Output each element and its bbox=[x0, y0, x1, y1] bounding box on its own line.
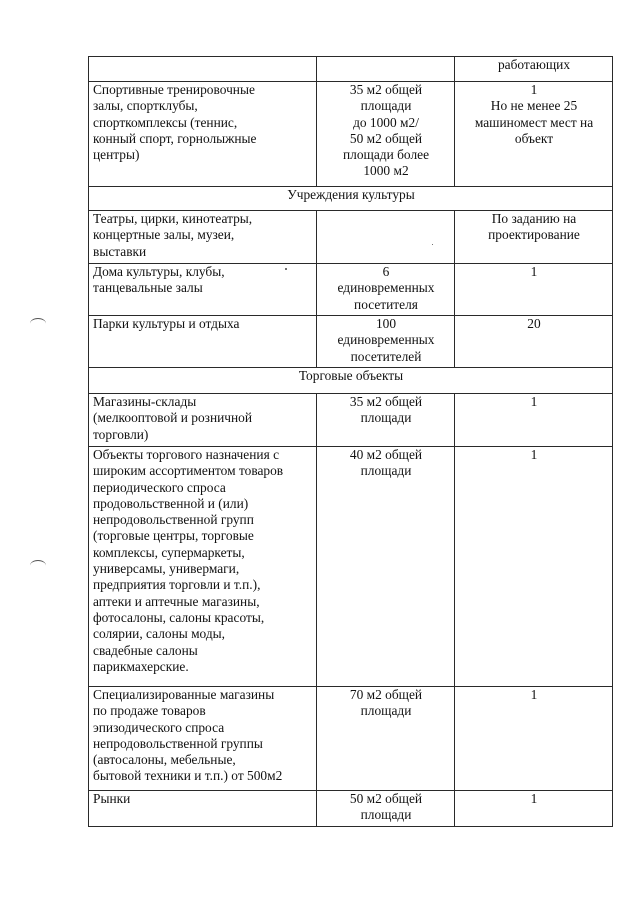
table-row bbox=[89, 687, 613, 791]
parking-norms-table bbox=[88, 56, 613, 827]
unit-cell: 40 м2 общей площади bbox=[317, 447, 455, 687]
unit-cell bbox=[317, 211, 455, 264]
table-row bbox=[89, 57, 613, 82]
spaces-cell: По заданию на проектирование bbox=[455, 211, 613, 264]
table-row bbox=[89, 316, 613, 368]
table-row bbox=[89, 394, 613, 447]
table-row bbox=[89, 791, 613, 827]
table-row bbox=[89, 211, 613, 264]
facility-cell: Парки культуры и отдыха bbox=[89, 316, 317, 368]
section-row bbox=[89, 368, 613, 394]
table-row bbox=[89, 82, 613, 187]
facility-cell: Магазины-склады (мелкооптовой и розничной торговли) bbox=[89, 394, 317, 447]
section-row bbox=[89, 187, 613, 211]
punch-hole-mark-upper bbox=[30, 318, 46, 329]
table-row bbox=[89, 264, 613, 316]
unit-cell: 70 м2 общей площади bbox=[317, 687, 455, 791]
facility-cell: Объекты торгового назначения с широким ассортиментом товаров периодического спроса продовольственной и (или) непродовольственной групп (торговые центры, торговые комплексы, супермаркеты, универсамы, универмаги, предприятия торговли и т.п.), аптеки и аптечные магазины, фотосалоны, салоны красоты, солярии, салоны моды, свадебные салоны парикмахерские. bbox=[89, 447, 317, 687]
punch-hole-mark-lower bbox=[30, 560, 46, 571]
facility-cell bbox=[89, 57, 317, 82]
spaces-cell: 1 Но не менее 25 машиномест мест на объект bbox=[455, 82, 613, 187]
spaces-cell: 1 bbox=[455, 394, 613, 447]
spaces-cell: 1 bbox=[455, 687, 613, 791]
facility-cell: Специализированные магазины по продаже товаров эпизодического спроса непродовольственной группы (автосалоны, мебельные, бытовой техники и т.п.) от 500м2 bbox=[89, 687, 317, 791]
section-header-culture: Учреждения культуры bbox=[89, 187, 613, 211]
facility-cell: Театры, цирки, кинотеатры, концертные залы, музеи, выставки bbox=[89, 211, 317, 264]
unit-cell: 50 м2 общей площади bbox=[317, 791, 455, 827]
unit-cell: 35 м2 общей площади до 1000 м2/ 50 м2 общей площади более 1000 м2 bbox=[317, 82, 455, 187]
unit-cell: 35 м2 общей площади bbox=[317, 394, 455, 447]
spaces-cell: 20 bbox=[455, 316, 613, 368]
unit-cell: 6 единовременных посетителя bbox=[317, 264, 455, 316]
spaces-cell: 1 bbox=[455, 791, 613, 827]
facility-cell: Спортивные тренировочные залы, спортклубы, спорткомплексы (теннис, конный спорт, горнолыжные центры) bbox=[89, 82, 317, 187]
spaces-cell: 1 bbox=[455, 264, 613, 316]
section-header-trade: Торговые объекты bbox=[89, 368, 613, 394]
unit-cell bbox=[317, 57, 455, 82]
table-row bbox=[89, 447, 613, 687]
facility-cell: Рынки bbox=[89, 791, 317, 827]
unit-cell: 100 единовременных посетителей bbox=[317, 316, 455, 368]
facility-cell: Дома культуры, клубы, танцевальные залы bbox=[89, 264, 317, 316]
spaces-cell: работающих bbox=[455, 57, 613, 82]
spaces-cell: 1 bbox=[455, 447, 613, 687]
